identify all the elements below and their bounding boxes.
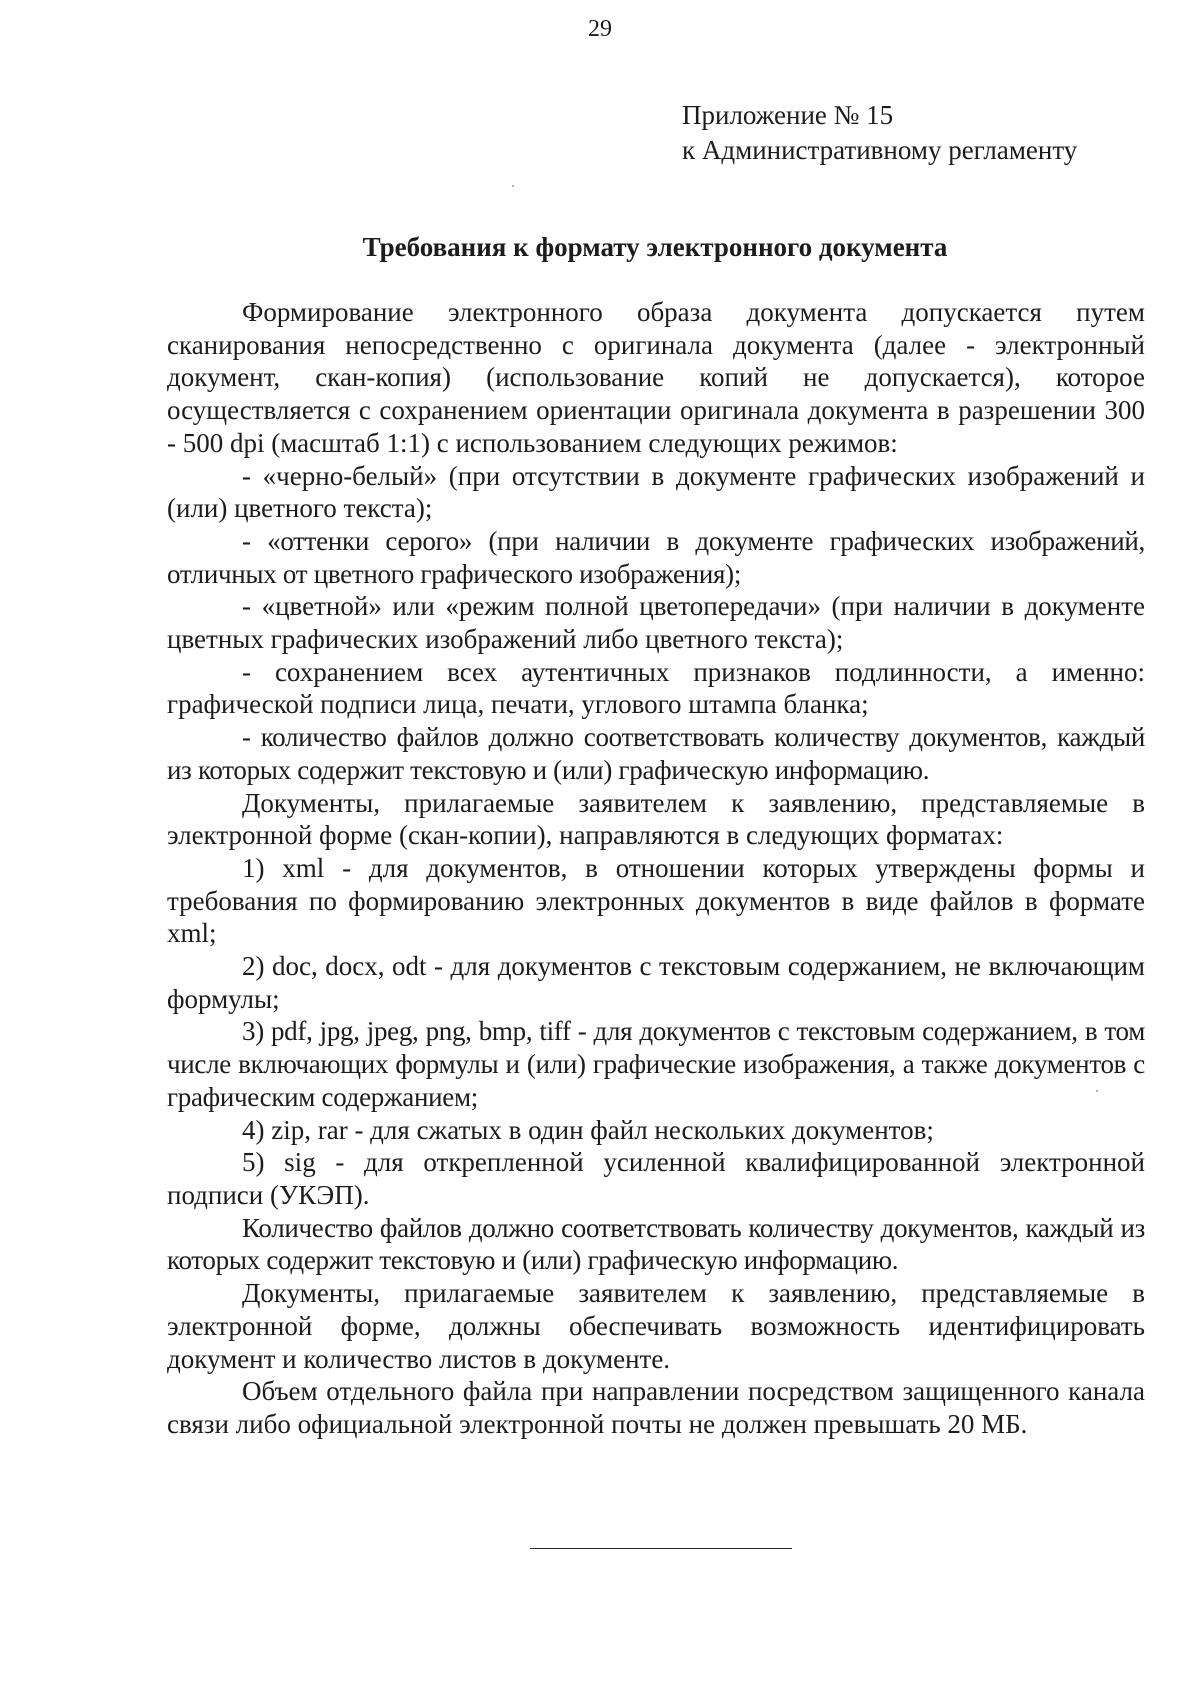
list-item-grayscale: - «оттенки серого» (при наличии в документе графических изображений, отличных от цветного графического изображения); bbox=[167, 525, 1145, 589]
format-item-sig: 5) sig - для открепленной усиленной квалифицированной электронной подписи (УКЭП). bbox=[167, 1147, 1145, 1210]
document-title: Требования к формату электронного документа bbox=[362, 232, 948, 262]
scan-speck bbox=[1096, 1090, 1098, 1092]
format-item-doc: 2) doc, docx, odt - для документов с текстовым содержанием, не включающим формулы; bbox=[167, 951, 1145, 1014]
paragraph-identification: Документы, прилагаемые заявителем к заявлению, представляемые в электронной форме, должны обеспечивать возможность идентифицировать документ и количество листов в документе. bbox=[167, 1278, 1145, 1374]
list-item-file-count: - количество файлов должно соответствовать количеству документов, каждый из которых содержит текстовую и (или) графическую информацию. bbox=[167, 722, 1145, 785]
document-body bbox=[167, 296, 1145, 1441]
appendix-header bbox=[682, 98, 1077, 168]
format-item-zip: 4) zip, rar - для сжатых в один файл нескольких документов; bbox=[242, 1114, 934, 1145]
format-item-pdf: 3) pdf, jpg, jpeg, png, bmp, tiff - для документов с текстовым содержанием, в том числе включающих формулы и (или) графические изображения, а также документов с графическим содержанием; bbox=[167, 1016, 1145, 1112]
list-item-authenticity: - сохранением всех аутентичных признаков подлинности, а именно: графической подписи лица, печати, углового штампа бланка; bbox=[167, 656, 1145, 720]
paragraph-file-count: Количество файлов должно соответствовать количеству документов, каждый из которых содержит текстовую и (или) графическую информацию. bbox=[167, 1212, 1145, 1276]
scan-speck bbox=[512, 185, 514, 187]
format-item-xml: 1) xml - для документов, в отношении которых утверждены формы и требования по формированию электронных документов в виде файлов в формате xml; bbox=[167, 852, 1145, 949]
page-number: 29 bbox=[588, 16, 612, 42]
appendix-number: Приложение № 15 bbox=[682, 100, 894, 130]
list-item-color: - «цветной» или «режим полной цветопередачи» (при наличии в документе цветных графических изображений либо цветного текста); bbox=[167, 591, 1145, 655]
paragraph-intro: Формирование электронного образа документа допускается путем сканирования непосредственно с оригинала документа (далее - электронный документ, скан-копия) (использование копий не допускается), которое осуществляется с сохранением ориентации оригинала документа в разрешении 300 - 500 dpi (масштаб 1:1) с использованием следующих режимов: bbox=[167, 297, 1145, 458]
paragraph-file-size: Объем отдельного файла при направлении посредством защищенного канала связи либо официальной электронной почты не должен превышать 20 МБ. bbox=[167, 1376, 1145, 1439]
paragraph-formats-intro: Документы, прилагаемые заявителем к заявлению, представляемые в электронной форме (скан-копии), направляются в следующих форматах: bbox=[167, 787, 1145, 851]
end-divider bbox=[530, 1548, 792, 1549]
list-item-black-white: - «черно-белый» (при отсутствии в документе графических изображений и (или) цветного текста); bbox=[167, 460, 1145, 524]
appendix-reference: к Административному регламенту bbox=[682, 135, 1078, 165]
